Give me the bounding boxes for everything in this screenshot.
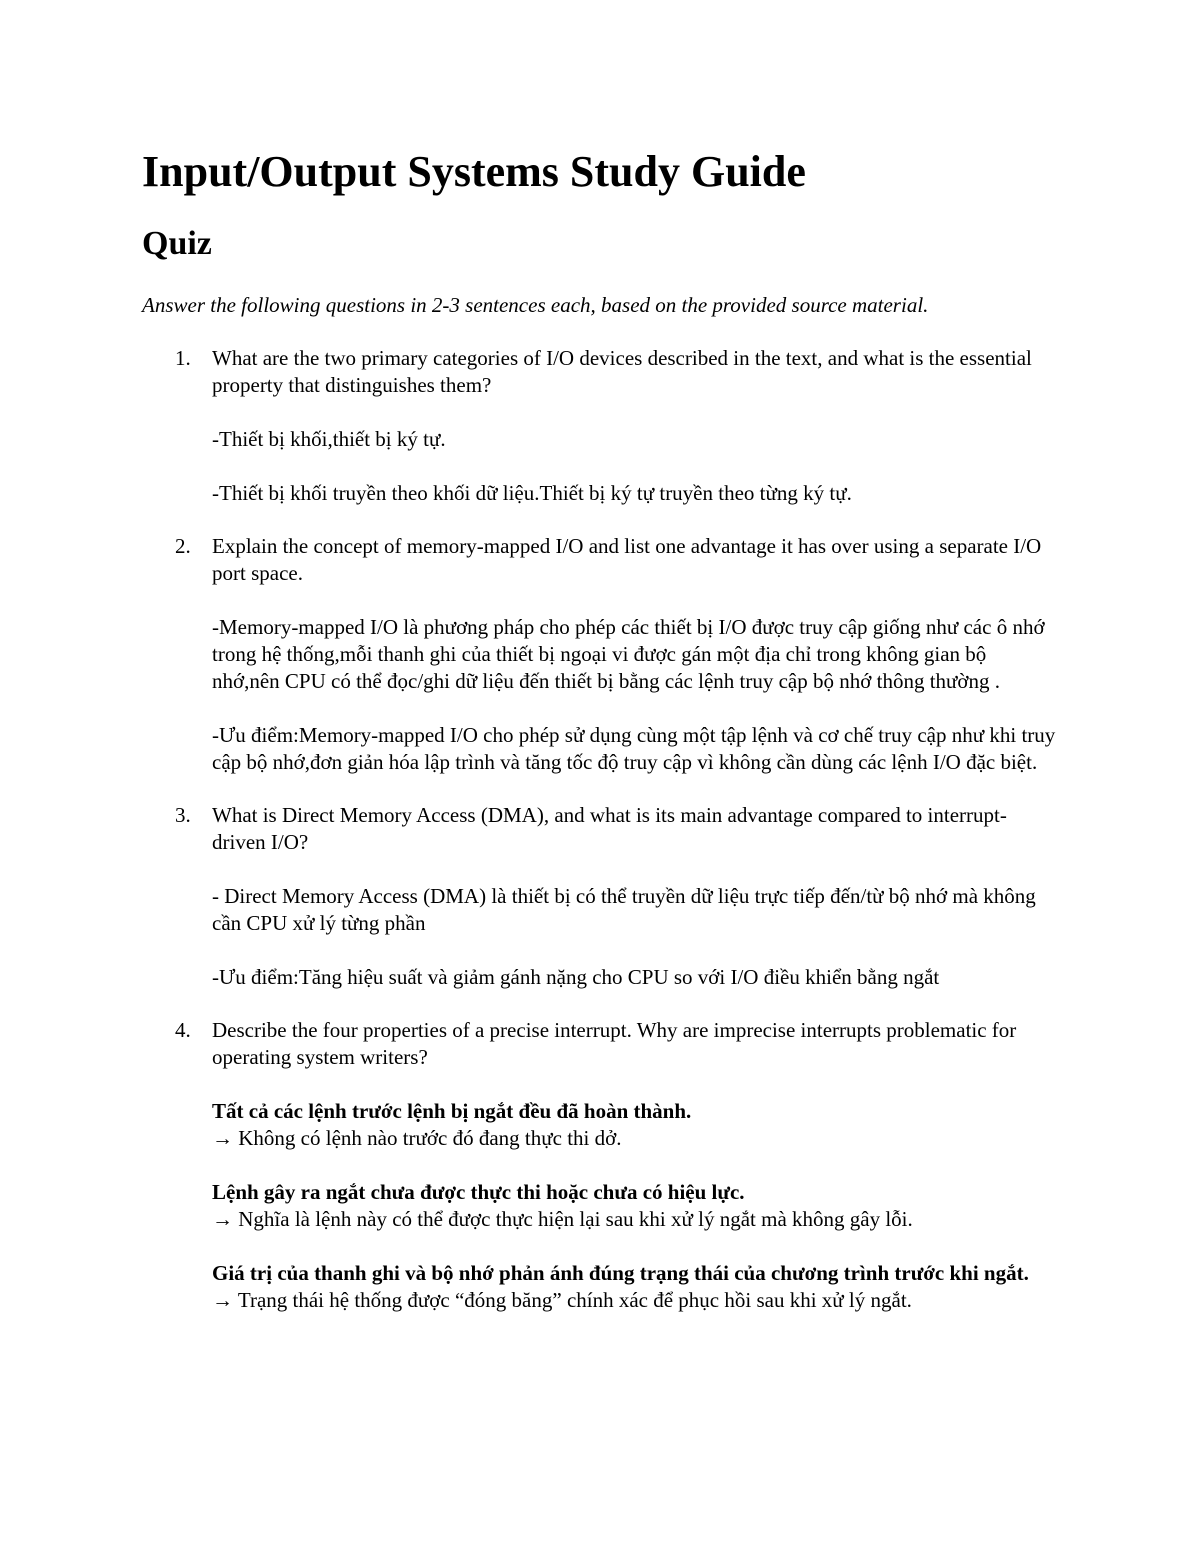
property-heading: Tất cả các lệnh trước lệnh bị ngắt đều đã hoàn thành. xyxy=(212,1099,692,1123)
question-text: Describe the four properties of a precise interrupt. Why are imprecise interrupts problematic for operating system writers? xyxy=(212,1018,1017,1069)
answer-paragraph: -Ưu điểm:Tăng hiệu suất và giảm gánh nặng cho CPU so với I/O điều khiển bằng ngắt xyxy=(212,965,940,989)
property-block xyxy=(212,1098,1057,1152)
question-text: What are the two primary categories of I/O devices described in the text, and what is the essential property that distinguishes them? xyxy=(212,346,1032,397)
property-heading: Giá trị của thanh ghi và bộ nhớ phản ánh đúng trạng thái của chương trình trước khi ngắt. xyxy=(212,1261,1029,1285)
question-number: 3. xyxy=(175,803,191,827)
answer-paragraph: -Ưu điểm:Memory-mapped I/O cho phép sử dụng cùng một tập lệnh và cơ chế truy cập như khi truy cập bộ nhớ,đơn giản hóa lập trình và tăng tốc độ truy cập vì không cần dùng các lệnh I/O đặc biệt. xyxy=(212,723,1056,774)
property-detail: → Không có lệnh nào trước đó đang thực thi dở. xyxy=(212,1126,622,1150)
question-number: 1. xyxy=(175,346,191,370)
property-block xyxy=(212,1179,1057,1233)
question-item-4 xyxy=(0,1017,1057,1314)
question-item-3 xyxy=(0,802,1057,991)
page-title: Input/Output Systems Study Guide xyxy=(142,147,806,196)
question-number: 2. xyxy=(175,534,191,558)
section-heading-quiz: Quiz xyxy=(142,225,212,262)
answer-paragraph: -Memory-mapped I/O là phương pháp cho phép các thiết bị I/O được truy cập giống như các ô nhớ trong hệ thống,mỗi thanh ghi của thiết bị ngoại vi được gán một địa chỉ trong không gian bộ nhớ,nên CPU có thể đọc/ghi dữ liệu đến thiết bị bằng các lệnh truy cập bộ nhớ thông thường . xyxy=(212,615,1045,693)
question-number: 4. xyxy=(175,1018,191,1042)
question-item-1 xyxy=(0,345,1057,507)
property-detail: → Nghĩa là lệnh này có thể được thực hiện lại sau khi xử lý ngắt mà không gây lỗi. xyxy=(212,1207,913,1231)
answer-paragraph: - Direct Memory Access (DMA) là thiết bị có thể truyền dữ liệu trực tiếp đến/từ bộ nhớ mà không cần CPU xử lý từng phần xyxy=(212,884,1036,935)
property-heading: Lệnh gây ra ngắt chưa được thực thi hoặc chưa có hiệu lực. xyxy=(212,1180,745,1204)
answer-paragraph: -Thiết bị khối,thiết bị ký tự. xyxy=(212,427,446,451)
property-detail: → Trạng thái hệ thống được “đóng băng” chính xác để phục hồi sau khi xử lý ngắt. xyxy=(212,1288,912,1312)
answer-paragraph: -Thiết bị khối truyền theo khối dữ liệu.Thiết bị ký tự truyền theo từng ký tự. xyxy=(212,481,852,505)
question-text: What is Direct Memory Access (DMA), and what is its main advantage compared to interrupt-driven I/O? xyxy=(212,803,1007,854)
question-item-2 xyxy=(0,533,1057,776)
property-block xyxy=(212,1260,1057,1314)
question-list xyxy=(0,345,1200,1340)
question-text: Explain the concept of memory-mapped I/O and list one advantage it has over using a separate I/O port space. xyxy=(212,534,1042,585)
quiz-instructions: Answer the following questions in 2-3 sentences each, based on the provided source material. xyxy=(142,293,929,317)
